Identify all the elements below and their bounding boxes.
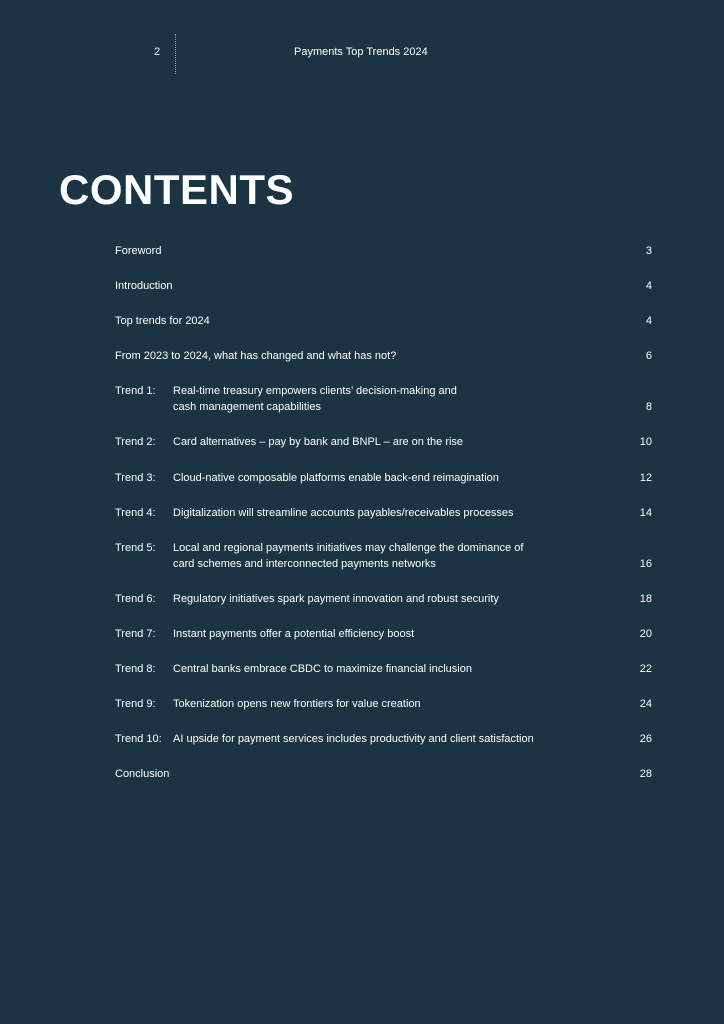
toc-entry-page: 10 <box>639 436 652 448</box>
toc-entry-page: 12 <box>639 472 652 484</box>
toc-entry-title-continued: cash management capabilities <box>173 401 321 413</box>
toc-entry-page: 8 <box>645 401 652 413</box>
toc-entry-title: Card alternatives – pay by bank and BNPL – are on the rise <box>173 436 464 448</box>
toc-entry-title: Central banks embrace CBDC to maximize financial inclusion <box>173 663 472 675</box>
toc-entry-page: 20 <box>639 628 652 640</box>
toc-entry-label: Trend 2: <box>115 436 156 448</box>
toc-entry-title: Local and regional payments initiatives may challenge the dominance of <box>173 542 524 554</box>
toc-entry-title: Conclusion <box>115 768 170 780</box>
toc-entry-page: 4 <box>645 280 652 292</box>
toc-entry-page: 6 <box>645 350 652 362</box>
toc-entry-label: Trend 7: <box>115 628 156 640</box>
toc-entry-title: Introduction <box>115 280 173 292</box>
toc-entry-title: Digitalization will streamline accounts payables/receivables processes <box>173 507 514 519</box>
toc-entry-title: Regulatory initiatives spark payment innovation and robust security <box>173 593 499 605</box>
toc-entry-title: Tokenization opens new frontiers for value creation <box>173 698 421 710</box>
toc-entry-page: 22 <box>639 663 652 675</box>
header-divider <box>175 34 176 74</box>
toc-entry-title: Real-time treasury empowers clients’ decision-making and <box>173 385 457 397</box>
toc-entry-page: 28 <box>639 768 652 780</box>
toc-entry-title: From 2023 to 2024, what has changed and what has not? <box>115 350 397 362</box>
toc-entry-label: Trend 6: <box>115 593 156 605</box>
toc-entry-page: 14 <box>639 507 652 519</box>
toc-entry-label: Trend 1: <box>115 385 156 397</box>
toc-entry-page: 18 <box>639 593 652 605</box>
contents-heading: CONTENTS <box>59 166 294 213</box>
toc-entry-label: Trend 3: <box>115 472 156 484</box>
toc-entry-page: 26 <box>639 733 652 745</box>
toc-entry-title: Foreword <box>115 245 162 257</box>
toc-entry-title-continued: card schemes and interconnected payments networks <box>173 558 436 570</box>
page-header <box>0 0 724 80</box>
toc-entry-page: 4 <box>645 315 652 327</box>
toc-entry-title: Top trends for 2024 <box>115 315 210 327</box>
toc-entry-page: 24 <box>639 698 652 710</box>
toc-entry-page: 3 <box>645 245 652 257</box>
toc-entry-title: Cloud-native composable platforms enable back-end reimagination <box>173 472 499 484</box>
toc-entry-label: Trend 8: <box>115 663 156 675</box>
toc-entry-page: 16 <box>639 558 652 570</box>
toc-entry-title: Instant payments offer a potential efficiency boost <box>173 628 415 640</box>
toc-entry-label: Trend 4: <box>115 507 156 519</box>
toc-entry-label: Trend 5: <box>115 542 156 554</box>
toc-entry-title: AI upside for payment services includes productivity and client satisfaction <box>173 733 534 745</box>
document-title: Payments Top Trends 2024 <box>294 46 428 58</box>
toc-entry-label: Trend 9: <box>115 698 156 710</box>
toc-entry-label: Trend 10: <box>115 733 162 745</box>
page-number: 2 <box>154 46 161 58</box>
